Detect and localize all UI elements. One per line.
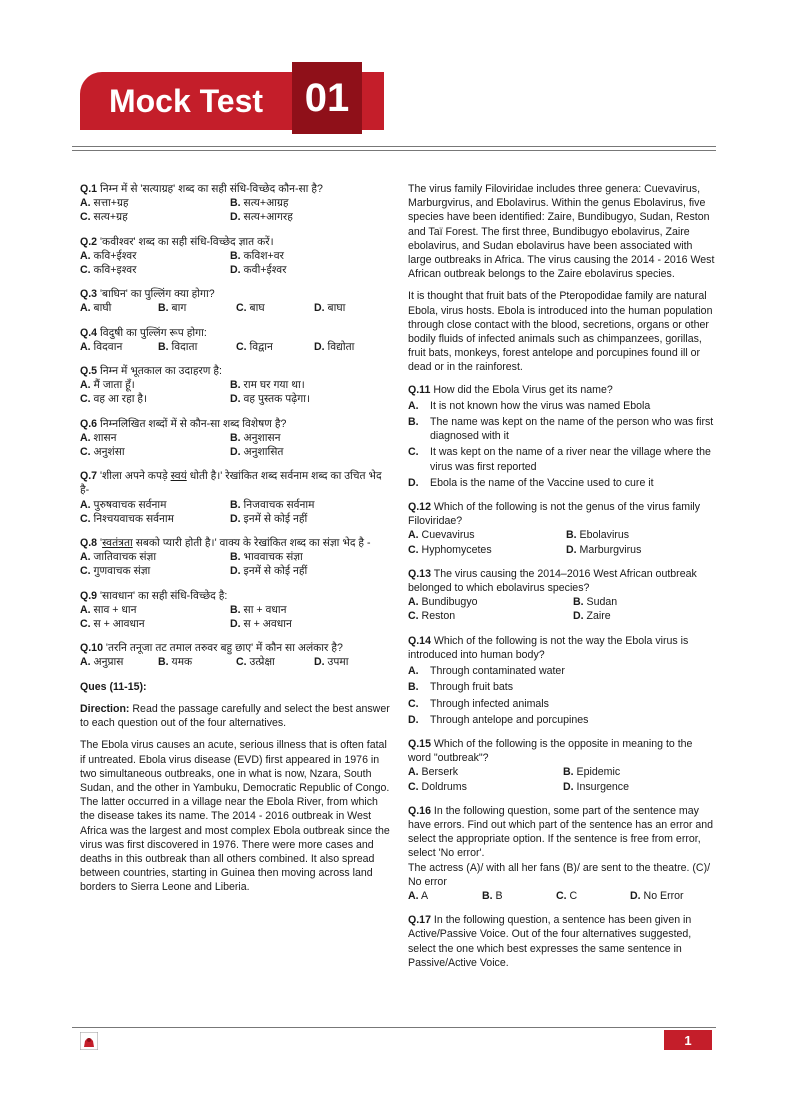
text-fragment: Q.16 xyxy=(408,804,431,817)
text-fragment: Q.8 xyxy=(80,537,98,550)
text-fragment: Q.11 xyxy=(408,383,431,396)
text-fragment: Berserk xyxy=(421,766,459,779)
text-fragment: C. xyxy=(80,446,91,459)
text-fragment: 'सावधान' का सही संधि-विच्छेद है: xyxy=(100,589,228,602)
text-fragment: C. xyxy=(408,610,419,623)
text-fragment: In the following question, some part of the sentence may have errors. Find out which part of the sentence has an error and select the appropriate option. If the sentence is free from error, select 'No error'. xyxy=(408,804,714,860)
text-fragment: निजवाचक सर्वनाम xyxy=(243,498,315,511)
text-fragment: A. xyxy=(80,249,91,262)
text-fragment: यमक xyxy=(171,656,193,669)
text-fragment: Q.12 xyxy=(408,501,431,514)
text-fragment: C. xyxy=(236,656,247,669)
text-fragment: C. xyxy=(80,618,91,631)
text-fragment: D. xyxy=(563,780,574,793)
text-fragment: विद्योता xyxy=(327,340,355,353)
text-fragment: A. xyxy=(80,656,91,669)
text-fragment: C. xyxy=(80,393,91,406)
text-fragment: Q.6 xyxy=(80,417,98,430)
text-fragment: स्वयं xyxy=(170,470,187,483)
text-fragment: राम घर गया था। xyxy=(243,379,305,392)
text-fragment: In the following question, a sentence has been given in Active/Passive Voice. Out of the four alternatives suggested, select the one which best expresses the same sentence in Passive/Active Voice. xyxy=(408,914,692,969)
text-fragment: It is not known how the virus was named Ebola xyxy=(430,399,651,412)
text-fragment: D. xyxy=(230,512,241,525)
text-fragment: C. xyxy=(80,565,91,578)
text-fragment: सत्य+आगरह xyxy=(243,211,293,224)
text-fragment: D. xyxy=(573,610,584,623)
text-fragment: C. xyxy=(80,264,91,277)
text-fragment: निम्न में से 'सत्याग्रह' शब्द का सही संधि-विच्छेद कौन-सा है? xyxy=(100,183,323,195)
text-fragment: बाग xyxy=(171,302,187,315)
text-fragment: Through contaminated water xyxy=(430,665,565,678)
text-fragment: Doldrums xyxy=(421,780,467,793)
text-fragment: A. xyxy=(80,603,91,616)
test-number: 01 xyxy=(304,75,350,120)
text-fragment: B. xyxy=(158,656,169,669)
text-fragment: कवि+इश्वर xyxy=(93,264,137,277)
text-fragment: Q.10 xyxy=(80,642,103,655)
text-fragment: D. xyxy=(314,656,325,669)
text-fragment: इनमें से कोई नहीं xyxy=(243,565,308,578)
text-fragment: A. xyxy=(80,498,91,511)
question-3 xyxy=(80,287,390,315)
text-fragment: सत्य+ग्रह xyxy=(93,211,128,224)
text-fragment: D. xyxy=(230,618,241,631)
text-fragment: साव + धान xyxy=(93,603,137,616)
text-fragment: सत्य+आग्रह xyxy=(243,197,289,210)
header-rule-top xyxy=(72,146,716,147)
page-number: 1 xyxy=(684,1032,692,1048)
text-fragment: C. xyxy=(408,446,419,459)
text-fragment: Ebola is the name of the Vaccine used to cure it xyxy=(430,476,654,489)
text-fragment: Ebolavirus xyxy=(579,529,630,542)
text-fragment: C. xyxy=(408,780,419,793)
question-12 xyxy=(408,500,718,557)
text-fragment: It was kept on the name of a river near the village where the virus was first reported xyxy=(430,446,711,473)
question-11 xyxy=(408,383,718,490)
text-fragment: बाघा xyxy=(327,302,346,315)
text-fragment: D. xyxy=(566,543,577,556)
text-fragment: A xyxy=(420,889,429,902)
question-16 xyxy=(408,804,718,903)
text-fragment: D. xyxy=(230,211,241,224)
text-fragment: A. xyxy=(408,665,419,678)
text-fragment: बाघी xyxy=(93,302,112,315)
text-fragment: Q.17 xyxy=(408,914,431,927)
text-fragment: Through infected animals xyxy=(430,697,549,710)
text-fragment: अनुप्रास xyxy=(93,656,124,669)
text-fragment: C xyxy=(569,889,578,902)
text-fragment: Reston xyxy=(421,610,456,623)
text-fragment: निश्चयवाचक सर्वनाम xyxy=(93,512,174,525)
right-column xyxy=(408,182,718,974)
text-fragment: पुरुषवाचक सर्वनाम xyxy=(93,498,167,511)
text-fragment: Which of the following is not the genus of the virus family Filoviridae? xyxy=(408,501,701,528)
text-fragment: B. xyxy=(158,340,169,353)
text-fragment: Q.13 xyxy=(408,567,431,580)
text-fragment: C. xyxy=(236,340,247,353)
question-15 xyxy=(408,737,718,794)
text-fragment: ' xyxy=(100,537,103,550)
passage-part-3: It is thought that fruit bats of the Pteropodidae family are natural Ebola, virus hosts. Ebola is introduced into the human population through close contact with the blood, secretions, organs or other bodily fluids of infected animals such as chimpanzees, gorillas, fruit bats, monkeys, forest antelope and porcupines found ill or dead or in the rainforest. xyxy=(408,290,713,374)
text-fragment: वह पुस्तक पढ़ेगा। xyxy=(243,393,310,406)
text-fragment: भाववाचक संज्ञा xyxy=(243,551,303,564)
text-fragment: कवी+ईश्वर xyxy=(243,264,287,277)
publisher-logo-icon xyxy=(80,1032,98,1050)
text-fragment: उत्प्रेक्षा xyxy=(249,656,275,669)
banner-tail xyxy=(362,72,384,130)
text-fragment: 'कवीश्वर' शब्द का सही संधि-विच्छेद ज्ञात करें। xyxy=(100,235,274,248)
text-fragment: 'बाघिन' का पुल्लिंग क्या होगा? xyxy=(100,288,215,301)
passage-part-2: The virus family Filoviridae includes three genera: Cuevavirus, Marburgvirus, and Ebolavirus. Within the genus Ebolavirus, five species have been identified: Zaire, Bundibugyo, Sudan, Reston and Taï Forest. The first three, Bundibugyo ebolavirus, Zaire ebolavirus, and Sudan ebolavirus have been associated with large outbreaks in Africa. The virus causing the 2014 - 2016 West African outbreak belongs to the Zaire ebolavirus species. xyxy=(408,183,715,281)
text-fragment: A. xyxy=(408,766,419,779)
text-fragment: Q.14 xyxy=(408,634,431,647)
text-fragment: Bundibugyo xyxy=(421,596,478,609)
text-fragment: B. xyxy=(408,416,419,429)
text-fragment: D. xyxy=(314,302,325,315)
text-fragment: D. xyxy=(230,264,241,277)
text-fragment: विदुषी का पुल्लिंग रूप होगा: xyxy=(100,326,207,339)
text-fragment: Sudan xyxy=(586,596,618,609)
text-fragment: Q.5 xyxy=(80,365,98,378)
text-fragment: निम्नलिखित शब्दों में से कौन-सा शब्द विशेषण है? xyxy=(100,417,287,430)
text-fragment: Q.4 xyxy=(80,326,98,339)
text-fragment: 'शीला अपने कपड़े xyxy=(100,470,168,483)
text-fragment: उपमा xyxy=(327,656,349,669)
question-1 xyxy=(80,182,390,225)
text-fragment: जातिवाचक संज्ञा xyxy=(93,551,157,564)
text-fragment: Epidemic xyxy=(576,766,621,779)
text-fragment: Hyphomycetes xyxy=(421,543,492,556)
text-fragment: कविश+वर xyxy=(243,249,284,262)
text-fragment: No Error xyxy=(643,889,684,902)
ques-heading xyxy=(80,680,390,694)
test-number-box xyxy=(292,62,362,134)
text-fragment: D. xyxy=(314,340,325,353)
text-fragment: B. xyxy=(230,379,241,392)
text-fragment: C. xyxy=(80,211,91,224)
text-fragment: B. xyxy=(566,529,577,542)
question-9 xyxy=(80,589,390,632)
text-fragment: D. xyxy=(408,713,419,726)
text-fragment: B. xyxy=(230,498,241,511)
text-fragment: Q.3 xyxy=(80,288,98,301)
text-fragment: इनमें से कोई नहीं xyxy=(243,512,308,525)
text-fragment: अनुशासन xyxy=(243,431,281,444)
text-fragment: A. xyxy=(80,551,91,564)
text-fragment: B. xyxy=(230,603,241,616)
text-fragment: विदाता xyxy=(171,340,198,353)
text-fragment: अनुशासित xyxy=(243,446,284,459)
text-fragment: धोती है।' रेखांकित शब्द सर्वनाम शब्द का उचित भेद है- xyxy=(80,470,382,497)
text-fragment: मैं जाता हूँ। xyxy=(93,379,135,392)
text-fragment: A. xyxy=(408,596,419,609)
text-fragment: Direction: xyxy=(80,702,130,715)
text-fragment: कवि+ईश्वर xyxy=(93,249,137,262)
text-fragment: B. xyxy=(230,551,241,564)
question-6 xyxy=(80,417,390,460)
text-fragment: Ques (11-15): xyxy=(80,680,147,693)
text-fragment: स + आवधान xyxy=(93,618,145,631)
text-fragment: Through antelope and porcupines xyxy=(430,713,589,726)
text-fragment: निम्न में भूतकाल का उदाहरण है: xyxy=(100,365,222,378)
text-fragment: Read the passage carefully and select the best answer to each question out of the four alternatives. xyxy=(80,702,390,730)
text-fragment: B xyxy=(495,889,503,902)
text-fragment: स + अवधान xyxy=(243,618,292,631)
text-fragment: D. xyxy=(230,446,241,459)
text-fragment: A. xyxy=(408,399,419,412)
text-fragment: How did the Ebola Virus get its name? xyxy=(433,383,613,396)
question-14 xyxy=(408,634,718,727)
text-fragment: B. xyxy=(158,302,169,315)
text-fragment: Q.2 xyxy=(80,235,98,248)
question-7 xyxy=(80,469,390,526)
question-5 xyxy=(80,364,390,407)
text-fragment: C. xyxy=(80,512,91,525)
text-fragment: शासन xyxy=(93,431,117,444)
text-fragment: गुणवाचक संज्ञा xyxy=(93,565,151,578)
text-fragment: B. xyxy=(408,681,419,694)
text-fragment: A. xyxy=(80,197,91,210)
passage-part-1: The Ebola virus causes an acute, serious illness that is often fatal if untreated. Ebola virus disease (EVD) first appeared in 1976 in two simultaneous outbreaks, one in what is now, Nzara, South Sudan, and the other in Yambuku, Democratic Republic of Congo. The latter occurred in a village near the Ebola River, from which the disease takes its name. The 2014 - 2016 outbreak in West Africa was the largest and most complex Ebola outbreak since the virus was first discovered in 1976. There were more cases and deaths in this outbreak than all others combined. It also spread between countries, starting in Guinea then moving across land borders to Sierra Leone and Liberia. xyxy=(80,739,390,894)
text-fragment: The virus causing the 2014–2016 West African outbreak belonged to which ebolavirus species? xyxy=(408,567,697,595)
text-fragment: विदवान xyxy=(93,340,123,353)
text-fragment: Zaire xyxy=(586,610,611,623)
text-fragment: A. xyxy=(408,889,419,902)
text-fragment: B. xyxy=(482,889,493,902)
text-fragment: A. xyxy=(80,431,91,444)
text-fragment: A. xyxy=(80,379,91,392)
text-fragment: A. xyxy=(80,340,91,353)
text-fragment: C. xyxy=(408,697,419,710)
text-fragment: Q.15 xyxy=(408,737,431,750)
text-fragment: वह आ रहा है। xyxy=(93,393,148,406)
banner-title: Mock Test xyxy=(108,82,264,119)
text-fragment: विद्वान xyxy=(249,340,273,353)
footer-rule xyxy=(72,1027,716,1028)
text-fragment: D. xyxy=(230,565,241,578)
text-fragment: A. xyxy=(80,302,91,315)
header-rule-bottom xyxy=(72,150,716,151)
text-fragment: Which of the following is not the way the Ebola virus is introduced into human body? xyxy=(408,634,689,661)
text-fragment: C. xyxy=(236,302,247,315)
text-fragment: Through fruit bats xyxy=(430,681,514,694)
text-fragment: The name was kept on the name of the person who was first diagnosed with it xyxy=(430,416,714,443)
text-fragment: Which of the following is the opposite in meaning to the word "outbreak"? xyxy=(408,737,693,765)
text-fragment: Q.9 xyxy=(80,589,98,602)
text-fragment: A. xyxy=(408,529,419,542)
question-8 xyxy=(80,536,390,579)
text-fragment: B. xyxy=(563,766,574,779)
text-fragment: D. xyxy=(408,476,419,489)
text-fragment: B. xyxy=(230,249,241,262)
text-fragment: अनुशंसा xyxy=(93,446,125,459)
text-fragment: Q.7 xyxy=(80,470,98,483)
left-column xyxy=(80,182,390,903)
text-fragment: Cuevavirus xyxy=(421,529,475,542)
text-fragment: C. xyxy=(408,543,419,556)
text-fragment: 'तरनि तनूजा तट तमाल तरुवर बहु छाए' में कौन सा अलंकार है? xyxy=(105,642,343,655)
text-fragment: Marburgvirus xyxy=(579,543,642,556)
text-fragment: सबको प्यारी होती है।' वाक्य के रेखांकित शब्द का संज्ञा भेद है - xyxy=(135,537,371,550)
text-fragment: D. xyxy=(230,393,241,406)
text-fragment: B. xyxy=(230,431,241,444)
text-fragment: Insurgence xyxy=(576,780,629,793)
question-13 xyxy=(408,567,718,624)
text-fragment: स्वतंत्रता xyxy=(102,537,133,550)
text-fragment: सा + वधान xyxy=(243,603,287,616)
question-17 xyxy=(408,913,718,970)
question-4 xyxy=(80,326,390,354)
question-2 xyxy=(80,235,390,278)
question-10 xyxy=(80,641,390,669)
text-fragment: सत्ता+ग्रह xyxy=(93,197,129,210)
text-fragment: Q.1 xyxy=(80,183,98,195)
mock-test-banner xyxy=(80,72,292,130)
page-number-box xyxy=(664,1030,712,1050)
text-fragment: B. xyxy=(573,596,584,609)
error-sentence: The actress (A)/ with all her fans (B)/ are sent to the theatre. (C)/ No error xyxy=(408,861,711,888)
text-fragment: B. xyxy=(230,197,241,210)
text-fragment: C. xyxy=(556,889,567,902)
text-fragment: बाघ xyxy=(249,302,265,315)
text-fragment: D. xyxy=(630,889,641,902)
direction xyxy=(80,702,390,730)
